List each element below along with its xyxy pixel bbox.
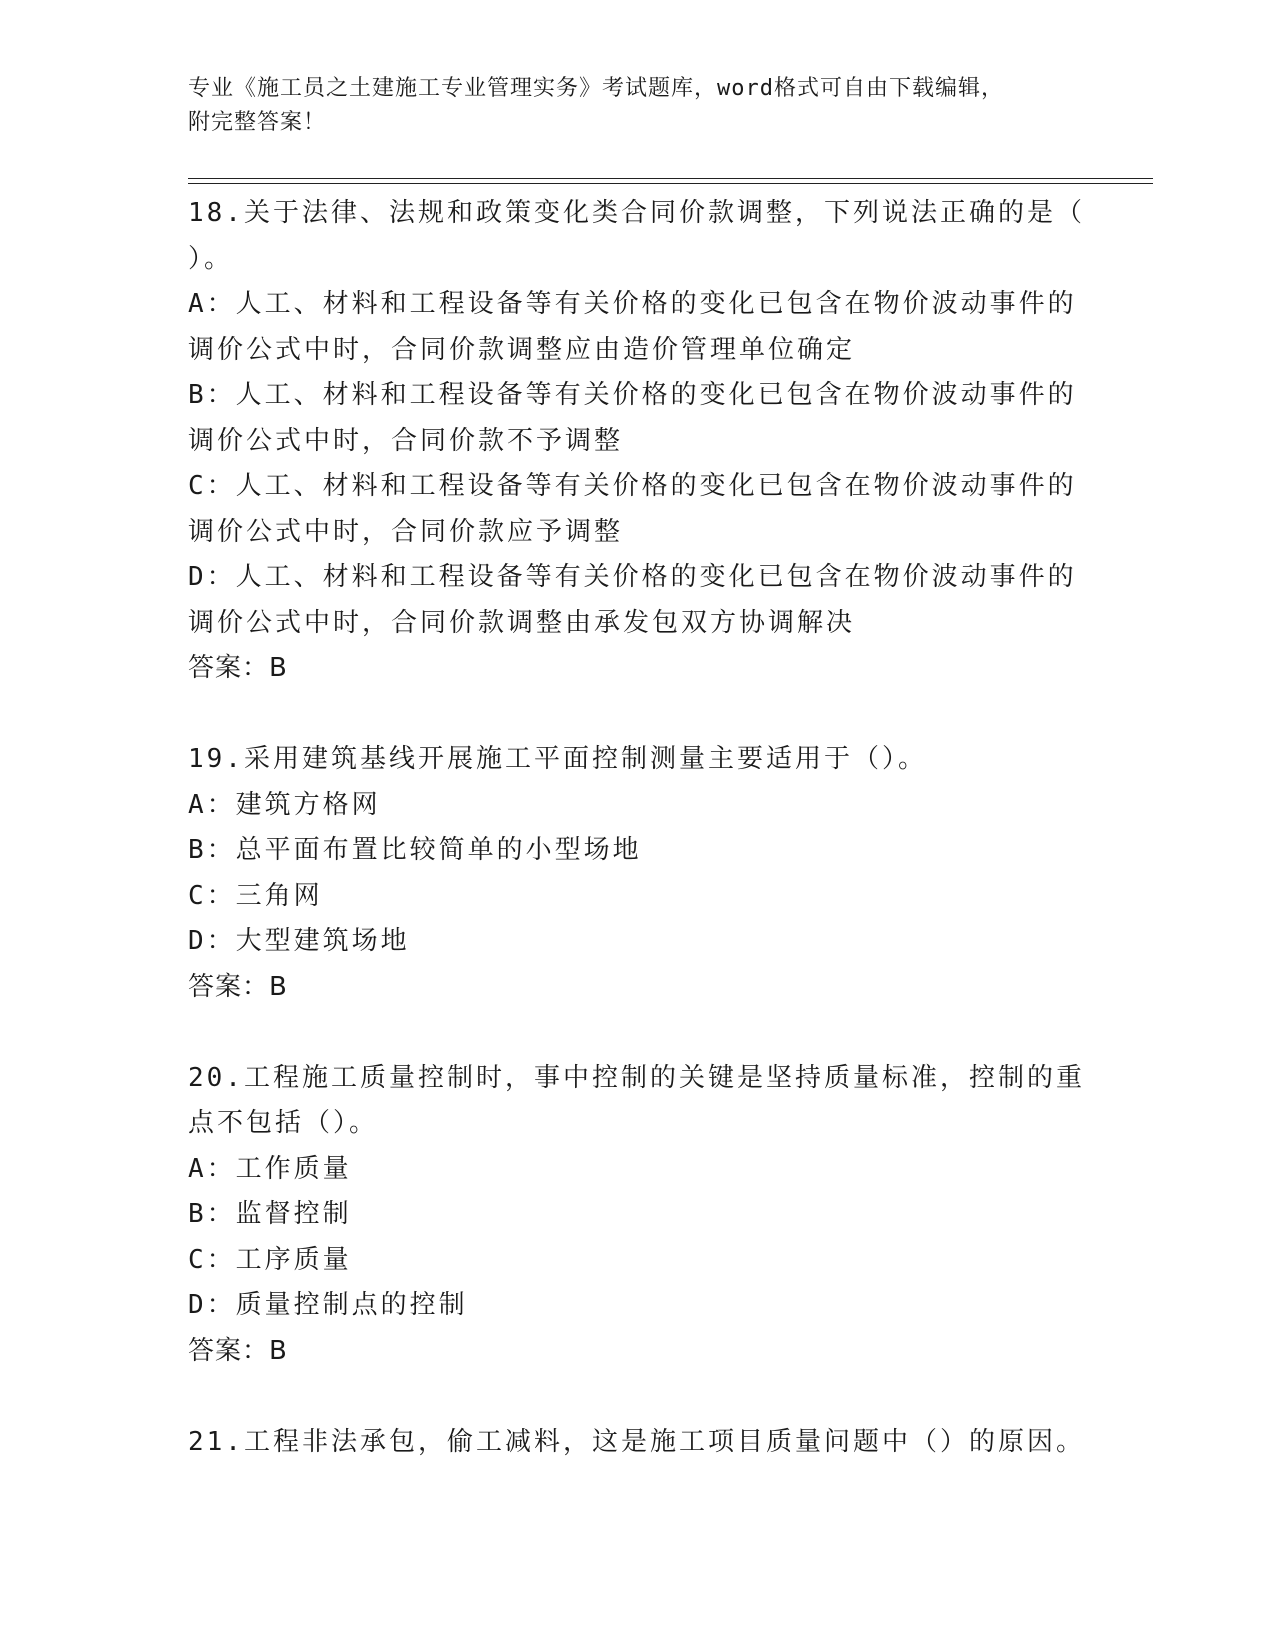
question-stem-line: 18.关于法律、法规和政策变化类合同价款调整，下列说法正确的是（ [188,198,1085,228]
question-stem-line: 21.工程非法承包，偷工减料，这是施工项目质量问题中（）的原因。 [188,1426,1085,1457]
header-divider-top [188,178,1153,179]
question-19 [188,737,1088,1010]
option-c-line: C：三角网 [188,880,323,911]
question-list [188,191,1088,1465]
header-line-2: 附完整答案！ [188,110,327,135]
option-c-line: 调价公式中时，合同价款应予调整 [188,516,624,547]
option-a-line: A：建筑方格网 [188,789,381,820]
option-a-line: 调价公式中时，合同价款调整应由造价管理单位确定 [188,334,856,365]
question-21 [188,1420,1088,1466]
option-b-line: B：监督控制 [188,1199,352,1229]
option-b-line: B：总平面布置比较简单的小型场地 [188,835,642,865]
option-c-line: C：工序质量 [188,1244,352,1275]
header-divider-bottom [188,183,1153,184]
option-d-line: 调价公式中时，合同价款调整由承发包双方协调解决 [188,607,856,638]
option-a-line: A：工作质量 [188,1153,352,1184]
option-d-line: D：大型建筑场地 [188,926,410,956]
option-c-line: C：人工、材料和工程设备等有关价格的变化已包含在物价波动事件的 [188,471,1077,501]
answer-label: 答案：B [188,971,288,1002]
option-b-line: 调价公式中时，合同价款不予调整 [188,425,624,456]
question-20 [188,1056,1088,1375]
question-stem-line: ）。 [188,243,234,274]
option-d-line: D：人工、材料和工程设备等有关价格的变化已包含在物价波动事件的 [188,562,1077,592]
question-stem-line: 19.采用建筑基线开展施工平面控制测量主要适用于（）。 [188,744,927,774]
document-header [188,72,1068,140]
answer-label: 答案：B [188,653,288,683]
header-line-1: 专业《施工员之土建施工专业管理实务》考试题库，word格式可自由下载编辑， [188,76,1004,101]
option-d-line: D：质量控制点的控制 [188,1290,468,1320]
question-stem-line: 点不包括（）。 [188,1108,379,1138]
question-stem-line: 20.工程施工质量控制时，事中控制的关键是坚持质量标准，控制的重 [188,1062,1085,1093]
question-18 [188,191,1088,692]
option-a-line: A：人工、材料和工程设备等有关价格的变化已包含在物价波动事件的 [188,289,1077,319]
answer-label: 答案：B [188,1335,288,1366]
option-b-line: B：人工、材料和工程设备等有关价格的变化已包含在物价波动事件的 [188,380,1077,410]
